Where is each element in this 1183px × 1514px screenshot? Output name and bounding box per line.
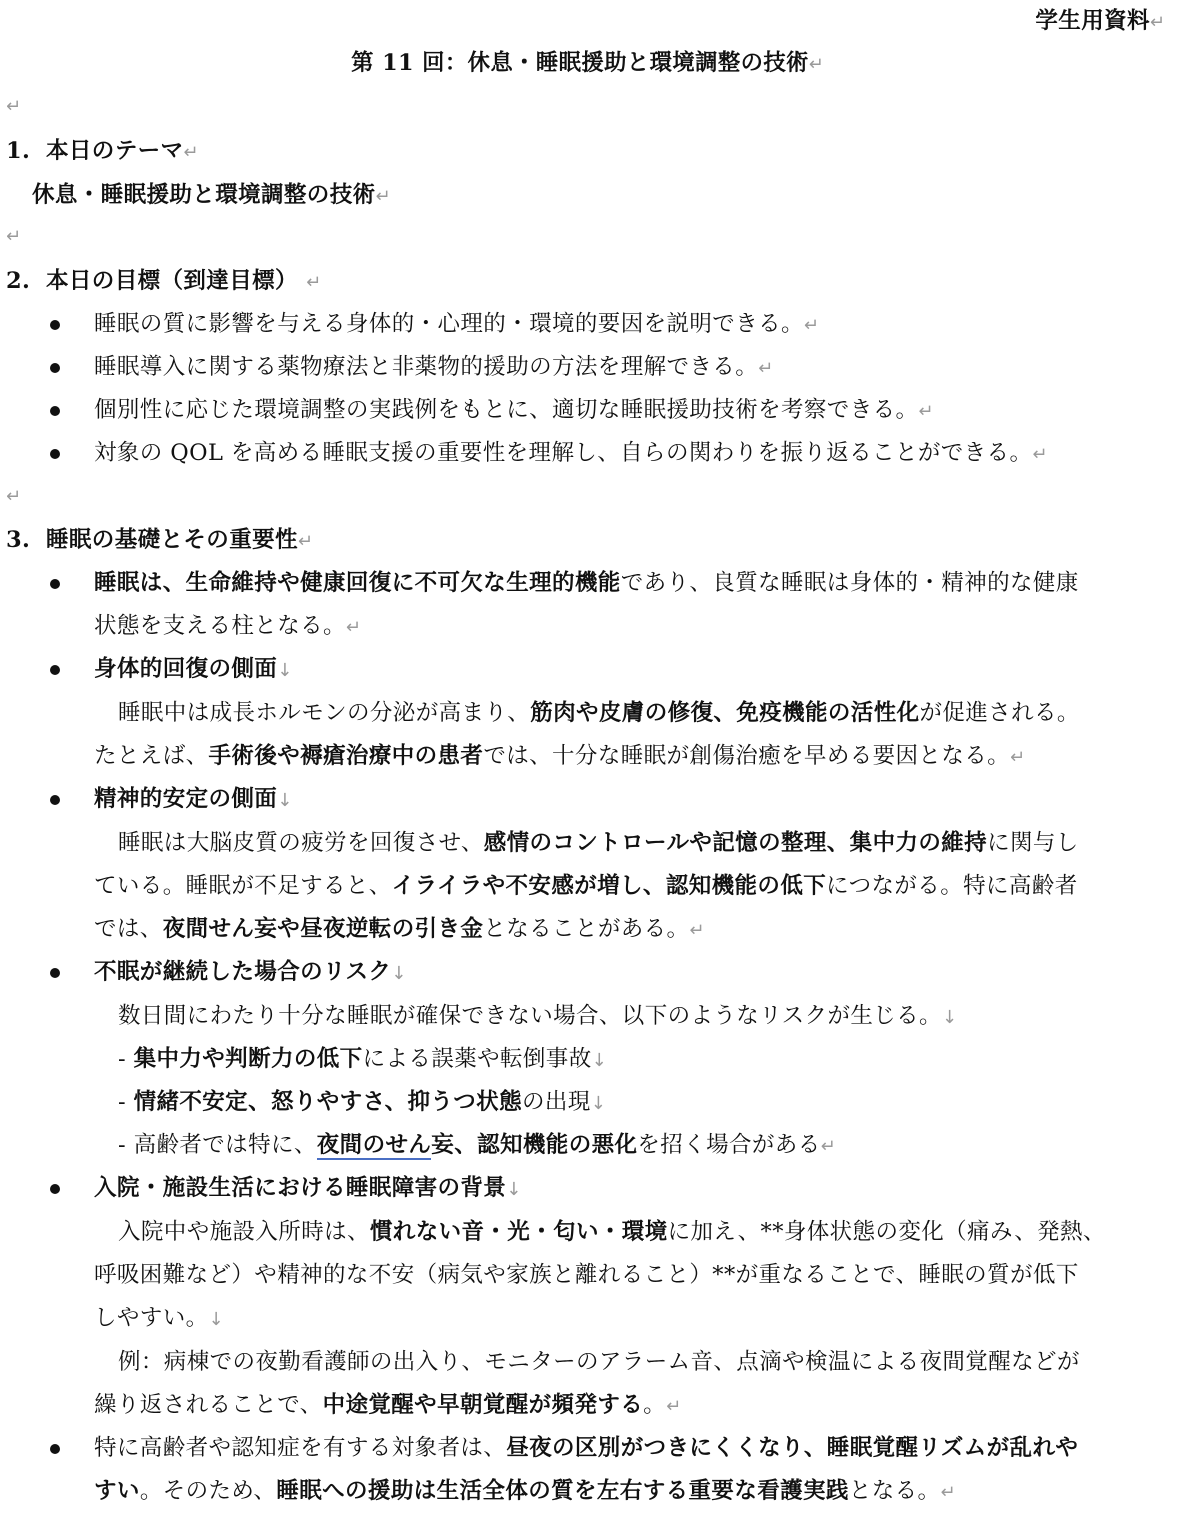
bullet-icon	[50, 1444, 60, 1454]
hospital-background-line-1: 入院中や施設入所時は、慣れない音・光・匂い・環境に加え、**身体状態の変化（痛み、発熱、	[118, 1219, 1106, 1245]
sleep-importance-line-1: 睡眠は、生命維持や健康回復に不可欠な生理的機能であり、良質な睡眠は身体的・精神的な健康	[94, 570, 1079, 596]
section-2-number: 2.	[6, 268, 31, 294]
section-2-heading: 本日の目標（到達目標） ↵	[46, 268, 322, 294]
bullet-icon	[50, 795, 60, 805]
bullet-icon	[50, 1184, 60, 1194]
risk-item-1: - 集中力や判断力の低下による誤薬や転倒事故↓	[118, 1046, 607, 1072]
bullet-icon	[50, 968, 60, 978]
hospital-background-line-2: 呼吸困難など）や精神的な不安（病気や家族と離れること）**が重なることで、睡眠の質が低下	[94, 1262, 1079, 1288]
insomnia-risk-heading: 不眠が継続した場合のリスク↓	[94, 959, 407, 985]
empty-paragraph-mark: ↵	[6, 226, 22, 247]
hospital-example-line-1: 例：病棟での夜勤看護師の出入り、モニターのアラーム音、点滴や検温による夜間覚醒などが	[118, 1349, 1080, 1375]
mental-stability-line-2: ている。睡眠が不足すると、イライラや不安感が増し、認知機能の低下につながる。特に高齢者	[94, 873, 1078, 899]
physical-recovery-line-1: 睡眠中は成長ホルモンの分泌が高まり、筋肉や皮膚の修復、免疫機能の活性化が促進される。	[118, 700, 1080, 726]
section-1-theme: 休息・睡眠援助と環境調整の技術↵	[32, 182, 391, 208]
empty-paragraph-mark: ↵	[6, 96, 22, 117]
section-3-heading: 睡眠の基礎とその重要性↵	[46, 527, 313, 553]
insomnia-risk-intro: 数日間にわたり十分な睡眠が確保できない場合、以下のようなリスクが生じる。↓	[118, 1003, 958, 1029]
bullet-icon	[50, 406, 60, 416]
bullet-icon	[50, 320, 60, 330]
bullet-icon	[50, 363, 60, 373]
hospital-background-heading: 入院・施設生活における睡眠障害の背景↓	[94, 1175, 522, 1201]
hospital-example-line-2: 繰り返されることで、中途覚醒や早朝覚醒が頻発する。↵	[94, 1392, 682, 1418]
sleep-importance-line-2: 状態を支える柱となる。↵	[94, 613, 361, 639]
goal-item-2: 睡眠導入に関する薬物療法と非薬物的援助の方法を理解できる。↵	[94, 354, 774, 380]
mental-stability-line-1: 睡眠は大脳皮質の疲労を回復させ、感情のコントロールや記憶の整理、集中力の維持に関与し	[118, 830, 1079, 856]
section-1-heading: 本日のテーマ↵	[46, 138, 199, 164]
doc-title: 第 11 回：休息・睡眠援助と環境調整の技術↵	[351, 50, 824, 76]
physical-recovery-line-2: たとえば、手術後や褥瘡治療中の患者では、十分な睡眠が創傷治癒を早める要因となる。↵	[94, 743, 1026, 769]
physical-recovery-heading: 身体的回復の側面↓	[94, 656, 293, 682]
empty-paragraph-mark: ↵	[6, 486, 22, 507]
mental-stability-line-3: では、夜間せん妄や昼夜逆転の引き金となることがある。↵	[94, 916, 705, 942]
elderly-note-line-2: すい。そのため、睡眠への援助は生活全体の質を左右する重要な看護実践となる。↵	[94, 1478, 956, 1504]
goal-item-3: 個別性に応じた環境調整の実践例をもとに、適切な睡眠援助技術を考察できる。↵	[94, 397, 934, 423]
doc-label: 学生用資料↵	[1035, 8, 1165, 34]
bullet-icon	[50, 665, 60, 675]
section-1-number: 1.	[6, 138, 31, 164]
risk-item-3: - 高齢者では特に、夜間のせん妄、認知機能の悪化を招く場合がある↵	[118, 1132, 836, 1158]
mental-stability-heading: 精神的安定の側面↓	[94, 786, 293, 812]
elderly-note-line-1: 特に高齢者や認知症を有する対象者は、昼夜の区別がつきにくくなり、睡眠覚醒リズムが乱れや	[94, 1435, 1079, 1461]
goal-item-1: 睡眠の質に影響を与える身体的・心理的・環境的要因を説明できる。↵	[94, 311, 819, 337]
hospital-background-line-3: しやすい。↓	[94, 1305, 224, 1331]
bullet-icon	[50, 579, 60, 589]
section-3-number: 3.	[6, 527, 31, 553]
risk-item-2: - 情緒不安定、怒りやすさ、抑うつ状態の出現↓	[118, 1089, 606, 1115]
goal-item-4: 対象の QOL を高める睡眠支援の重要性を理解し、自らの関わりを振り返ることができる。↵	[94, 440, 1048, 466]
bullet-icon	[50, 449, 60, 459]
